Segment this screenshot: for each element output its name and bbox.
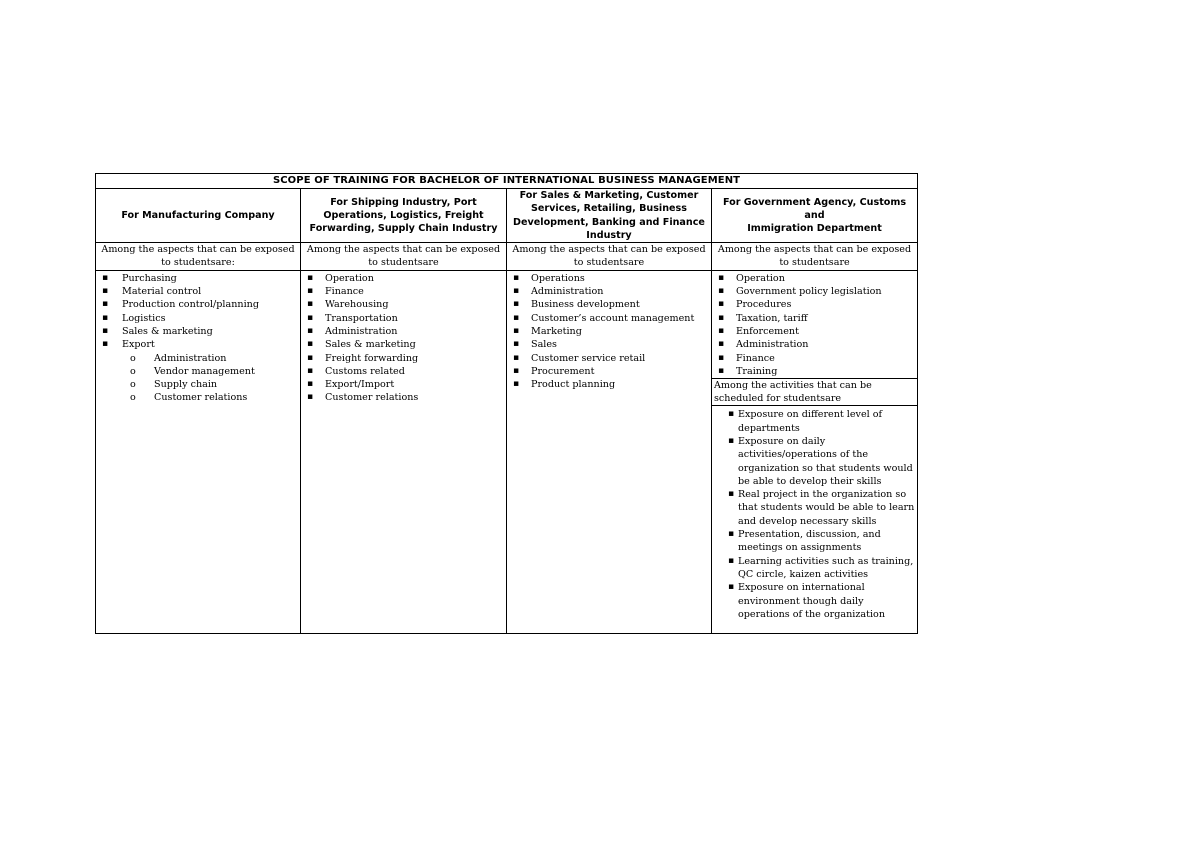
list-item: ▪ Marketing bbox=[507, 325, 711, 338]
list-item: ▪ Presentation, discussion, and meetings on assignments bbox=[712, 528, 917, 555]
list-item: ▪ Finance bbox=[301, 285, 506, 298]
subheader-government: Among the aspects that can be exposed to studentsare bbox=[712, 243, 918, 271]
list-item: ▪ Exposure on different level of departments bbox=[712, 408, 917, 435]
government-header-line2: Immigration Department bbox=[747, 223, 882, 235]
list-item: ▪ Exposure on daily activities/operations of the organization so that students would be able to develop their skills bbox=[712, 435, 917, 488]
subheader-manufacturing: Among the aspects that can be exposed to studentsare: bbox=[96, 243, 301, 271]
sales-aspects-cell bbox=[507, 270, 712, 633]
list-item: ▪ Government policy legislation bbox=[712, 285, 917, 298]
list-item: ▪ Sales bbox=[507, 338, 711, 351]
sales-aspects-list bbox=[507, 272, 711, 392]
list-item: ▪ Purchasing bbox=[96, 272, 300, 285]
list-item: ▪ Transportation bbox=[301, 312, 506, 325]
column-header-manufacturing: For Manufacturing Company bbox=[96, 189, 301, 243]
list-item: ▪ Administration bbox=[712, 338, 917, 351]
list-item: ▪ Sales & marketing bbox=[96, 325, 300, 338]
column-header-shipping: For Shipping Industry, Port Operations, Logistics, Freight Forwarding, Supply Chain Industry bbox=[301, 189, 507, 243]
list-item: ▪ Procedures bbox=[712, 298, 917, 311]
shipping-aspects-list bbox=[301, 272, 506, 405]
list-item: ▪ Learning activities such as training, QC circle, kaizen activities bbox=[712, 555, 917, 582]
list-item: ▪ Product planning bbox=[507, 378, 711, 391]
manufacturing-aspects-cell bbox=[96, 270, 301, 633]
sub-list-item: o Administration bbox=[122, 352, 300, 365]
list-item: ▪ Logistics bbox=[96, 312, 300, 325]
list-item: ▪ Administration bbox=[507, 285, 711, 298]
government-aspects-list bbox=[712, 272, 917, 378]
government-aspects-cell bbox=[712, 270, 918, 633]
list-item: ▪ Operations bbox=[507, 272, 711, 285]
list-item: ▪ Finance bbox=[712, 352, 917, 365]
list-item-export bbox=[96, 338, 300, 404]
list-item: ▪ Production control/planning bbox=[96, 298, 300, 311]
sub-list-item: o Vendor management bbox=[122, 365, 300, 378]
list-item: ▪ Export/Import bbox=[301, 378, 506, 391]
scope-table bbox=[95, 173, 918, 634]
list-item: ▪ Customer’s account management bbox=[507, 312, 711, 325]
list-item: ▪ Operation bbox=[712, 272, 917, 285]
government-aspects-section bbox=[712, 272, 917, 379]
list-item: ▪ Training bbox=[712, 365, 917, 378]
subheader-sales: Among the aspects that can be exposed to studentsare bbox=[507, 243, 712, 271]
column-header-sales: For Sales & Marketing, Customer Services, Retailing, Business Development, Banking and Finance Industry bbox=[507, 189, 712, 243]
list-item: ▪ Enforcement bbox=[712, 325, 917, 338]
manufacturing-aspects-list bbox=[96, 272, 300, 405]
list-item: ▪ Procurement bbox=[507, 365, 711, 378]
list-item: ▪ Customer service retail bbox=[507, 352, 711, 365]
list-item-label: Export bbox=[122, 339, 155, 351]
list-item: ▪ Customs related bbox=[301, 365, 506, 378]
export-subitems-list bbox=[122, 352, 300, 405]
scope-table-container bbox=[95, 173, 917, 634]
list-item: ▪ Freight forwarding bbox=[301, 352, 506, 365]
list-item: ▪ Business development bbox=[507, 298, 711, 311]
list-item: ▪ Sales & marketing bbox=[301, 338, 506, 351]
sub-list-item: o Supply chain bbox=[122, 378, 300, 391]
list-item: ▪ Administration bbox=[301, 325, 506, 338]
list-item: ▪ Real project in the organization so that students would be able to learn and develop necessary skills bbox=[712, 488, 917, 528]
activities-subheader: Among the activities that can be scheduled for studentsare bbox=[712, 379, 917, 407]
list-item: ▪ Material control bbox=[96, 285, 300, 298]
shipping-aspects-cell bbox=[301, 270, 507, 633]
sub-list-item: o Customer relations bbox=[122, 391, 300, 404]
table-title: SCOPE OF TRAINING FOR BACHELOR OF INTERNATIONAL BUSINESS MANAGEMENT bbox=[96, 174, 918, 189]
list-item: ▪ Warehousing bbox=[301, 298, 506, 311]
subheader-shipping: Among the aspects that can be exposed to studentsare bbox=[301, 243, 507, 271]
list-item: ▪ Customer relations bbox=[301, 391, 506, 404]
column-header-government bbox=[712, 189, 918, 243]
list-item: ▪ Taxation, tariff bbox=[712, 312, 917, 325]
list-item: ▪ Operation bbox=[301, 272, 506, 285]
list-item: ▪ Exposure on international environment though daily operations of the organization bbox=[712, 581, 917, 621]
activities-list bbox=[712, 408, 917, 621]
government-header-line1: For Government Agency, Customs and bbox=[722, 196, 907, 221]
